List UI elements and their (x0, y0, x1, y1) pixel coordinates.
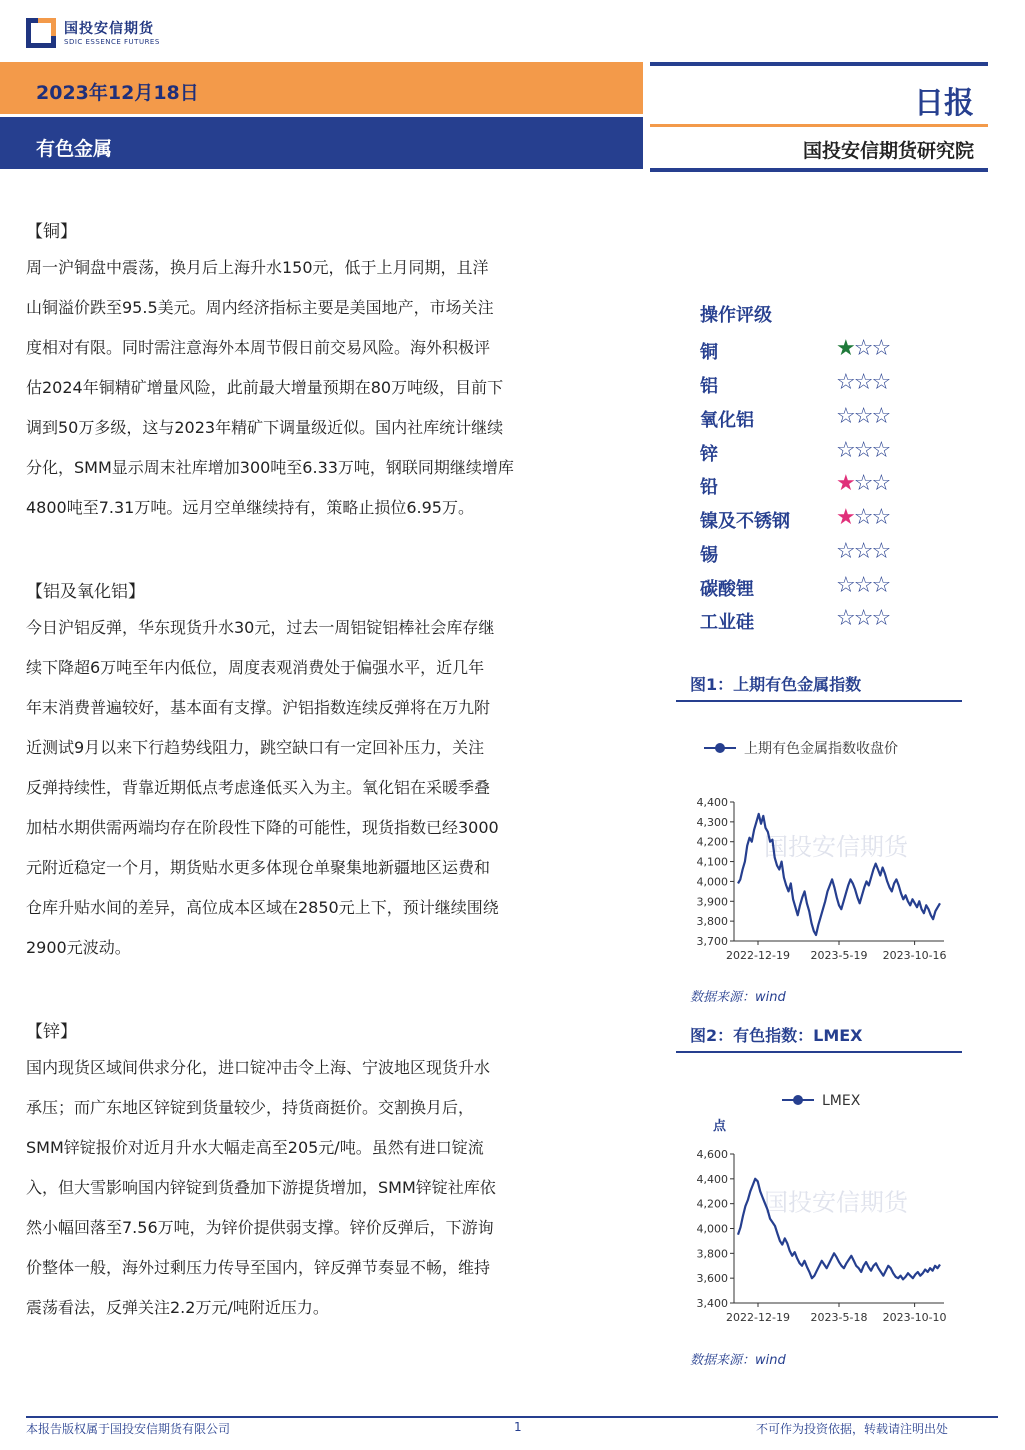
figure-1-chart (676, 730, 966, 970)
y-tick-label: 3,700 (696, 935, 728, 948)
y-axis-unit: 点 (712, 1119, 726, 1134)
figure-2-source: 数据来源：wind (690, 1353, 786, 1368)
empty-star-icon: ☆ (871, 438, 890, 463)
header-rule-mid (650, 124, 988, 127)
filled-star-icon: ★ (836, 471, 854, 496)
rating-name: 铅 (700, 477, 718, 498)
y-tick-label: 4,000 (696, 1222, 728, 1236)
empty-star-icon: ☆ (871, 336, 890, 361)
institute-name: 国投安信期货研究院 (802, 140, 974, 162)
rating-row (700, 608, 920, 642)
section-heading-zinc: 【锌】 (26, 1022, 77, 1042)
empty-star-icon: ☆ (836, 438, 854, 463)
empty-star-icon: ☆ (853, 539, 872, 564)
x-tick-label: 2023-10-16 (882, 949, 947, 962)
y-tick-label: 4,400 (696, 796, 728, 809)
rating-stars (836, 573, 889, 598)
empty-star-icon: ☆ (853, 505, 872, 530)
legend-label: 上期有色金属指数收盘价 (744, 741, 898, 757)
header-rule-bottom (650, 168, 988, 172)
rating-stars (836, 505, 889, 530)
y-tick-label: 3,600 (696, 1272, 728, 1286)
y-tick-label: 4,400 (696, 1172, 728, 1186)
rating-row (700, 440, 920, 474)
text-line: 仓库升贴水间的差异，高位成本区域在2850元上下，预计继续围绕 (26, 898, 499, 917)
rating-stars (836, 606, 889, 631)
rating-stars (836, 471, 889, 496)
rating-title: 操作评级 (700, 305, 772, 326)
legend-marker (715, 743, 725, 753)
figure-2-title: 图2：有色指数：LMEX (690, 1026, 863, 1045)
y-tick-label: 4,300 (696, 815, 728, 829)
rating-name: 工业硅 (700, 612, 754, 633)
text-line: 续下降超6万吨至年内低位，周度表观消费处于偏强水平，近几年 (26, 658, 485, 677)
x-tick-label: 2023-10-10 (882, 1311, 947, 1324)
filled-star-icon: ★ (836, 336, 854, 361)
empty-star-icon: ☆ (836, 404, 854, 429)
company-logo-icon (26, 18, 56, 48)
legend-marker (793, 1095, 803, 1105)
rating-row (700, 575, 920, 609)
rating-row (700, 372, 920, 406)
empty-star-icon: ☆ (836, 539, 854, 564)
text-line: 年末消费普遍较好，基本面有支撑。沪铝指数连续反弹将在万九附 (26, 698, 491, 717)
empty-star-icon: ☆ (871, 573, 890, 598)
section-heading-copper: 【铜】 (26, 222, 77, 242)
rating-name: 锌 (700, 444, 718, 465)
rating-stars (836, 370, 889, 395)
legend-label: LMEX (822, 1093, 861, 1109)
text-line: 反弹持续性，背靠近期低点考虑逢低买入为主。氧化铝在采暖季叠 (26, 778, 491, 797)
text-line: 周一沪铜盘中震荡，换月后上海升水150元，低于上月同期，且洋 (26, 258, 489, 277)
watermark-text: 国投安信期货 (764, 1188, 908, 1217)
x-tick-label: 2023-5-18 (810, 1311, 868, 1324)
empty-star-icon: ☆ (871, 471, 890, 496)
section-body-copper (26, 248, 608, 528)
figure-1-title: 图1：上期有色金属指数 (690, 675, 862, 694)
rating-stars (836, 336, 889, 361)
empty-star-icon: ☆ (853, 573, 872, 598)
footer-page-number: 1 (514, 1420, 522, 1434)
section-heading-aluminium: 【铝及氧化铝】 (26, 582, 145, 602)
empty-star-icon: ☆ (871, 539, 890, 564)
x-tick-label: 2023-5-19 (810, 949, 868, 962)
empty-star-icon: ☆ (853, 606, 872, 631)
rating-row (700, 338, 920, 372)
report-type-title: 日报 (914, 86, 974, 121)
figure-2-chart (676, 1084, 966, 1334)
y-tick-label: 4,200 (696, 1197, 728, 1211)
text-line: 国内现货区域间供求分化，进口锭冲击令上海、宁波地区现货升水 (26, 1058, 491, 1077)
rating-stars (836, 438, 889, 463)
empty-star-icon: ☆ (836, 606, 854, 631)
text-line: 近测试9月以来下行趋势线阻力，跳空缺口有一定回补压力，关注 (26, 738, 485, 757)
section-body-zinc (26, 1048, 608, 1328)
empty-star-icon: ☆ (871, 606, 890, 631)
footer-rule (26, 1416, 998, 1418)
text-line: 价整体一般，海外过剩压力传导至国内，锌反弹节奏显不畅，维持 (26, 1258, 491, 1277)
figure-1-source: 数据来源：wind (690, 990, 786, 1005)
y-tick-label: 3,800 (696, 1247, 728, 1261)
text-line: 度相对有限。同时需注意海外本周节假日前交易风险。海外积极评 (26, 338, 491, 357)
empty-star-icon: ☆ (853, 404, 872, 429)
rating-row (700, 541, 920, 575)
empty-star-icon: ☆ (836, 573, 854, 598)
text-line: 2900元波动。 (26, 938, 131, 957)
rating-name: 碳酸锂 (700, 579, 754, 600)
empty-star-icon: ☆ (871, 370, 890, 395)
rating-stars (836, 404, 889, 429)
text-line: 山铜溢价跌至95.5美元。周内经济指标主要是美国地产，市场关注 (26, 298, 494, 317)
text-line: 估2024年铜精矿增量风险，此前最大增量预期在80万吨级，目前下 (26, 378, 504, 397)
empty-star-icon: ☆ (871, 505, 890, 530)
text-line: 调到50万多级，这与2023年精矿下调量级近似。国内社库统计继续 (26, 418, 504, 437)
watermark-text: 国投安信期货 (764, 832, 908, 861)
y-tick-label: 3,400 (696, 1297, 728, 1310)
empty-star-icon: ☆ (871, 404, 890, 429)
filled-star-icon: ★ (836, 505, 854, 530)
y-tick-label: 4,100 (696, 855, 728, 869)
footer-disclaimer: 不可作为投资依据，转载请注明出处 (756, 1422, 949, 1436)
rating-stars (836, 539, 889, 564)
section-body-aluminium (26, 608, 608, 968)
rating-name: 氧化铝 (700, 410, 754, 431)
text-line: 加枯水期供需两端均存在阶段性下降的可能性，现货指数已经3000 (26, 818, 499, 837)
text-line: SMM锌锭报价对近月升水大幅走高至205元/吨。虽然有进口锭流 (26, 1138, 484, 1157)
report-date: 2023年12月18日 (36, 82, 199, 104)
text-line: 4800吨至7.31万吨。远月空单继续持有，策略止损位6.95万。 (26, 498, 474, 517)
rating-row (700, 473, 920, 507)
rating-row (700, 406, 920, 440)
y-tick-label: 3,900 (696, 895, 728, 909)
rating-row (700, 507, 920, 541)
y-tick-label: 3,800 (696, 915, 728, 929)
y-tick-label: 4,200 (696, 835, 728, 849)
logo-cn-text: 国投安信期货 (64, 21, 154, 37)
text-line: 震荡看法，反弹关注2.2万元/吨附近压力。 (26, 1298, 329, 1317)
text-line: 分化，SMM显示周末社库增加300吨至6.33万吨，钢联同期继续增库 (26, 458, 514, 477)
rating-name: 镍及不锈钢 (700, 511, 790, 532)
figure-2-rule (676, 1051, 962, 1053)
empty-star-icon: ☆ (853, 471, 872, 496)
text-line: 然小幅回落至7.56万吨，为锌价提供弱支撑。锌价反弹后，下游询 (26, 1218, 494, 1237)
empty-star-icon: ☆ (853, 438, 872, 463)
text-line: 入，但大雪影响国内锌锭到货叠加下游提货增加，SMM锌锭社库依 (26, 1178, 496, 1197)
text-line: 今日沪铝反弹，华东现货升水30元，过去一周铝锭铝棒社会库存继 (26, 618, 495, 637)
x-tick-label: 2022-12-19 (726, 1311, 790, 1324)
text-line: 元附近稳定一个月，期货贴水更多体现仓单聚集地新疆地区运费和 (26, 858, 491, 877)
empty-star-icon: ☆ (853, 336, 872, 361)
logo-en-text: SDIC ESSENCE FUTURES (64, 38, 160, 46)
rating-name: 锡 (700, 545, 718, 566)
footer-copyright: 本报告版权属于国投安信期货有限公司 (26, 1422, 231, 1436)
rating-name: 铜 (700, 342, 718, 363)
empty-star-icon: ☆ (836, 370, 854, 395)
empty-star-icon: ☆ (853, 370, 872, 395)
header-rule-top (650, 62, 988, 66)
y-tick-label: 4,600 (696, 1148, 728, 1161)
text-line: 承压；而广东地区锌锭到货量较少，持货商挺价。交割换月后， (26, 1098, 475, 1117)
y-tick-label: 4,000 (696, 875, 728, 889)
x-tick-label: 2022-12-19 (726, 949, 790, 962)
figure-1-rule (676, 700, 962, 702)
report-category: 有色金属 (36, 138, 113, 160)
rating-name: 铝 (700, 376, 718, 397)
